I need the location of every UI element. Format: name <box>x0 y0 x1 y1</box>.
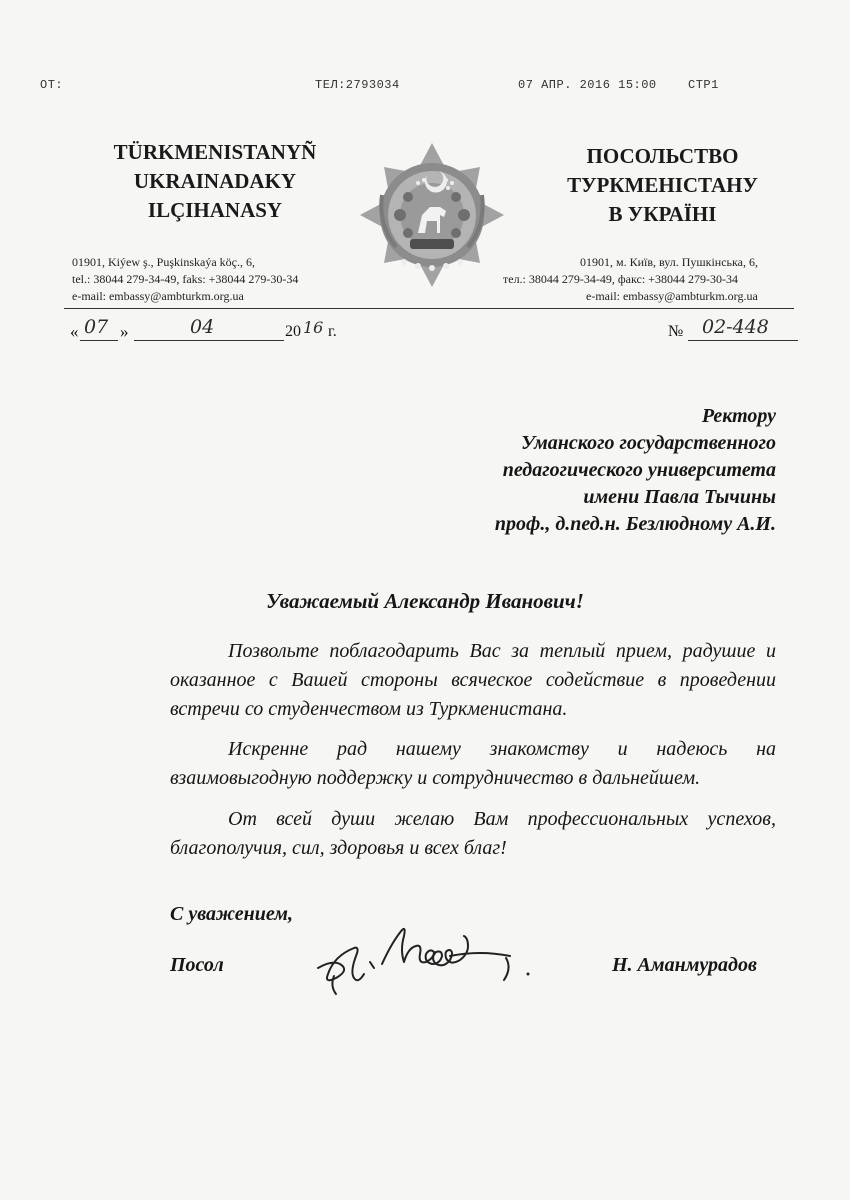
state-emblem-icon <box>352 135 512 295</box>
date-year-prefix: 20 <box>285 323 301 340</box>
signer-position: Посол <box>170 954 224 976</box>
number-label: № <box>668 323 684 340</box>
addressee-line: Ректору <box>701 405 776 427</box>
date-year-handwritten: 16 <box>303 318 324 337</box>
body-paragraph: От всей души желаю Вам профессиональных успехов, благополучия, сил, здоровья и всех благ! <box>170 808 776 859</box>
date-line <box>70 316 360 346</box>
letterhead-right-phones: тел.: 38044 279-34-49, факс: +38044 279-30-34 <box>503 272 738 286</box>
date-year-unit: г. <box>328 323 337 340</box>
fax-datetime: 07 АПР. 2016 15:00 <box>518 78 657 92</box>
letterhead-divider <box>64 308 794 309</box>
outgoing-number-line <box>668 316 808 346</box>
addressee-line: имени Павла Тычины <box>583 486 776 508</box>
letterhead-right-title <box>520 142 805 229</box>
letterhead-left-line: ILÇIHANASY <box>147 198 283 222</box>
date-day-handwritten: 07 <box>84 316 109 338</box>
letterhead-right-line: В УКРАЇНІ <box>608 202 717 226</box>
date-close-quote: » <box>120 322 129 341</box>
closing-phrase: С уважением, <box>170 903 293 925</box>
fax-phone: ТЕЛ:2793034 <box>315 78 400 92</box>
handwritten-signature <box>310 918 550 998</box>
addressee-line: педагогического университета <box>502 459 776 481</box>
number-handwritten: 02-448 <box>702 316 769 338</box>
addressee-line: проф., д.пед.н. Безлюдному А.И. <box>494 513 776 535</box>
signer-name: Н. Аманмурадов <box>612 954 757 976</box>
letterhead-left-line: UKRAINADAKY <box>133 169 297 193</box>
body-paragraph: Искренне рад нашему знакомству и надеюсь на взаимовыгодную поддержку и сотрудничество в дальнейшем. <box>170 738 776 789</box>
addressee-block <box>420 403 776 538</box>
fax-page: СТР1 <box>688 78 719 92</box>
letterhead-left-title <box>80 138 350 225</box>
letterhead-left-line: TÜRKMENISTANYÑ <box>113 140 317 164</box>
date-month-handwritten: 04 <box>190 316 215 338</box>
salutation: Уважаемый Александр Иванович! <box>266 589 584 613</box>
letterhead-right-line: ТУРКМЕНІСТАНУ <box>567 173 758 197</box>
letterhead-right-email: e-mail: embassy@ambturkm.org.ua <box>586 289 758 303</box>
date-open-quote: « <box>70 322 79 341</box>
letterhead-right-line: ПОСОЛЬСТВО <box>586 144 739 168</box>
body-paragraph: Позвольте поблагодарить Вас за теплый прием, радушие и оказанное с Вашей стороны всяческое содействие в проведении встречи со студенчеством из Туркменистана. <box>170 640 776 720</box>
letterhead-right-address: 01901, м. Київ, вул. Пушкінська, 6, <box>580 255 759 269</box>
letterhead-left-address: 01901, Kiýew ş., Puşkinskaýa köç., 6, <box>72 255 255 269</box>
letterhead-left-email: e-mail: embassy@ambturkm.org.ua <box>72 289 244 303</box>
letterhead-left-phones: tel.: 38044 279-34-49, faks: +38044 279-30-34 <box>72 272 299 286</box>
addressee-line: Уманского государственного <box>521 432 776 454</box>
fax-from-label: ОТ: <box>40 78 64 92</box>
